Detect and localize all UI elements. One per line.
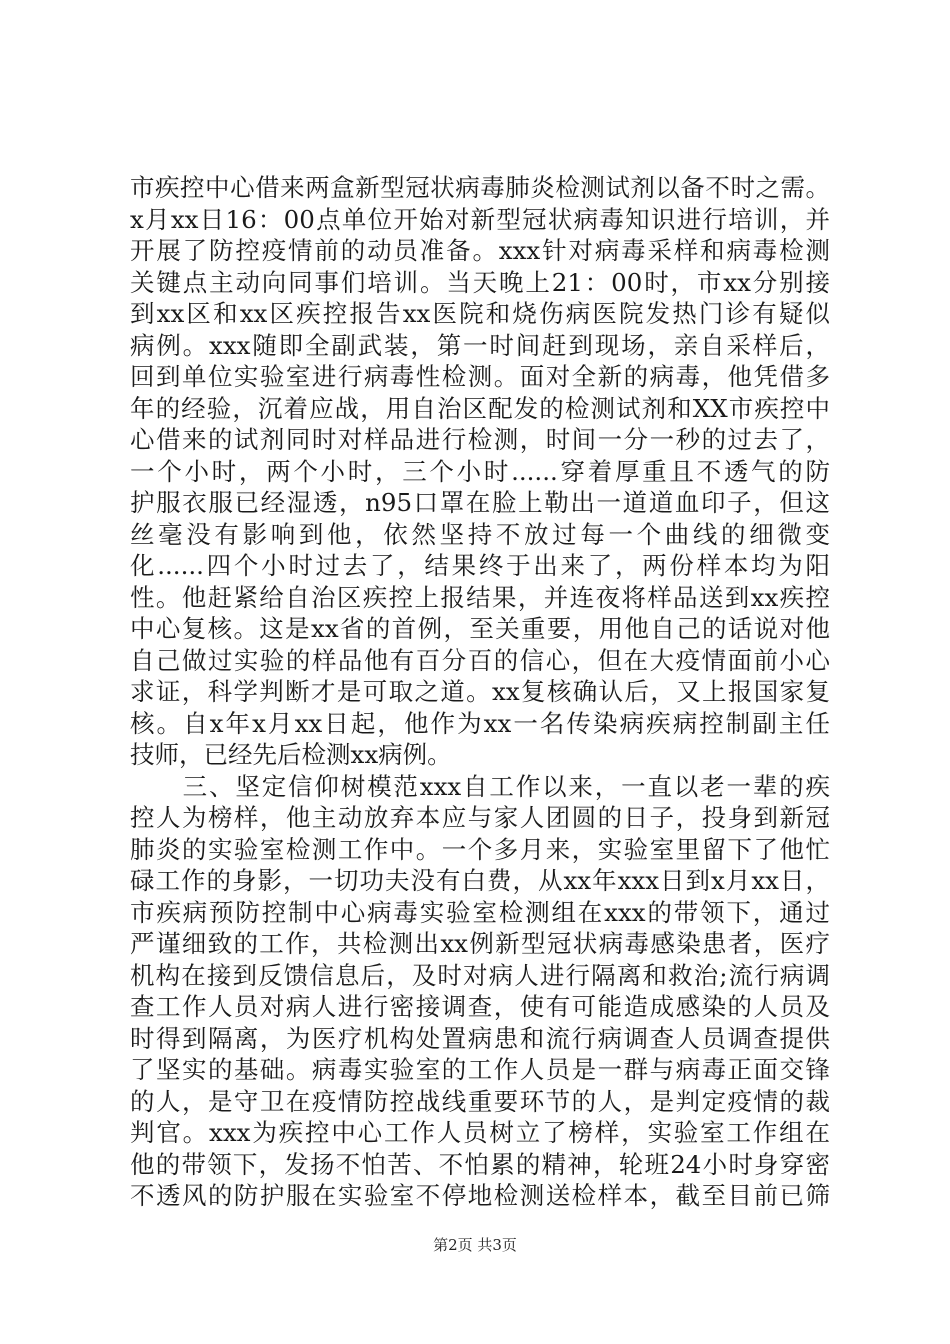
text-line: 他的带领下，发扬不怕苦、不怕累的精神，轮班24小时身穿密: [130, 1149, 830, 1179]
text-line: 回到单位实验室进行病毒性检测。面对全新的病毒，他凭借多: [130, 362, 830, 391]
text-line: 病例。xxx随即全副武装，第一时间赶到现场，亲自采样后，: [130, 330, 830, 360]
text-line: 严谨细致的工作，共检测出xx例新型冠状病毒感染患者，医疗: [130, 929, 830, 958]
text-line: 自己做过实验的样品他有百分百的信心，但在大疫情面前小心: [130, 645, 830, 675]
text-line: 到xx区和xx区疾控报告xx医院和烧伤病医院发热门诊有疑似: [130, 299, 830, 328]
text-line: 年的经验，沉着应战，用自治区配发的检测试剂和XX市疾控中: [130, 393, 830, 423]
text-line: 心借来的试剂同时对样品进行检测，时间一分一秒的过去了，: [130, 425, 830, 454]
text-line: 开展了防控疫情前的动员准备。xxx针对病毒采样和病毒检测: [130, 236, 830, 265]
text-line: x月xx日16：00点单位开始对新型冠状病毒知识进行培训，并: [130, 204, 830, 234]
text-line: 中心复核。这是xx省的首例，至关重要，用他自己的话说对他: [130, 614, 830, 643]
text-line: 机构在接到反馈信息后，及时对病人进行隔离和救治;流行病调: [130, 960, 830, 990]
text-line: 判官。xxx为疾控中心工作人员树立了榜样，实验室工作组在: [130, 1118, 830, 1147]
text-line: 碌工作的身影，一切功夫没有白费，从xx年xxx日到x月xx日，: [130, 866, 830, 895]
text-line: 三、坚定信仰树模范xxx自工作以来，一直以老一辈的疾: [130, 771, 830, 801]
text-line: 护服衣服已经湿透，n95口罩在脸上勒出一道道血印子，但这: [130, 488, 830, 517]
body-text: [130, 172, 830, 1212]
text-line: 求证，科学判断才是可取之道。xx复核确认后，又上报国家复: [130, 677, 830, 706]
text-line: 肺炎的实验室检测工作中。一个多月来，实验室里留下了他忙: [130, 834, 830, 864]
text-line: 时得到隔离，为医疗机构处置病患和流行病调查人员调查提供: [130, 1023, 830, 1053]
text-line: 不透风的防护服在实验室不停地检测送检样本，截至目前已筛: [130, 1181, 830, 1210]
text-line: 丝毫没有影响到他，依然坚持不放过每一个曲线的细微变: [130, 519, 830, 549]
text-line: 性。他赶紧给自治区疾控上报结果，并连夜将样品送到xx疾控: [130, 582, 830, 612]
text-line: 一个小时，两个小时，三个小时......穿着厚重且不透气的防: [130, 456, 830, 486]
text-line: 查工作人员对病人进行密接调查，使有可能造成感染的人员及: [130, 992, 830, 1021]
text-line: 了坚实的基础。病毒实验室的工作人员是一群与病毒正面交锋: [130, 1055, 830, 1084]
text-line: 市疾病预防控制中心病毒实验室检测组在xxx的带领下，通过: [130, 897, 830, 927]
text-line: 关键点主动向同事们培训。当天晚上21：00时，市xx分别接: [130, 267, 830, 297]
text-line: 技师，已经先后检测xx病例。: [130, 740, 452, 769]
page-number-footer: 第2页 共3页: [433, 1236, 517, 1254]
text-line: 化......四个小时过去了，结果终于出来了，两份样本均为阳: [130, 551, 830, 580]
text-line: 市疾控中心借来两盒新型冠状病毒肺炎检测试剂以备不时之需。: [130, 173, 830, 202]
text-line: 的人，是守卫在疫情防控战线重要环节的人，是判定疫情的裁: [130, 1086, 830, 1116]
text-line: 核。自x年x月xx日起，他作为xx一名传染病疾病控制副主任: [130, 708, 830, 738]
text-line: 控人为榜样，他主动放弃本应与家人团圆的日子，投身到新冠: [130, 803, 830, 832]
